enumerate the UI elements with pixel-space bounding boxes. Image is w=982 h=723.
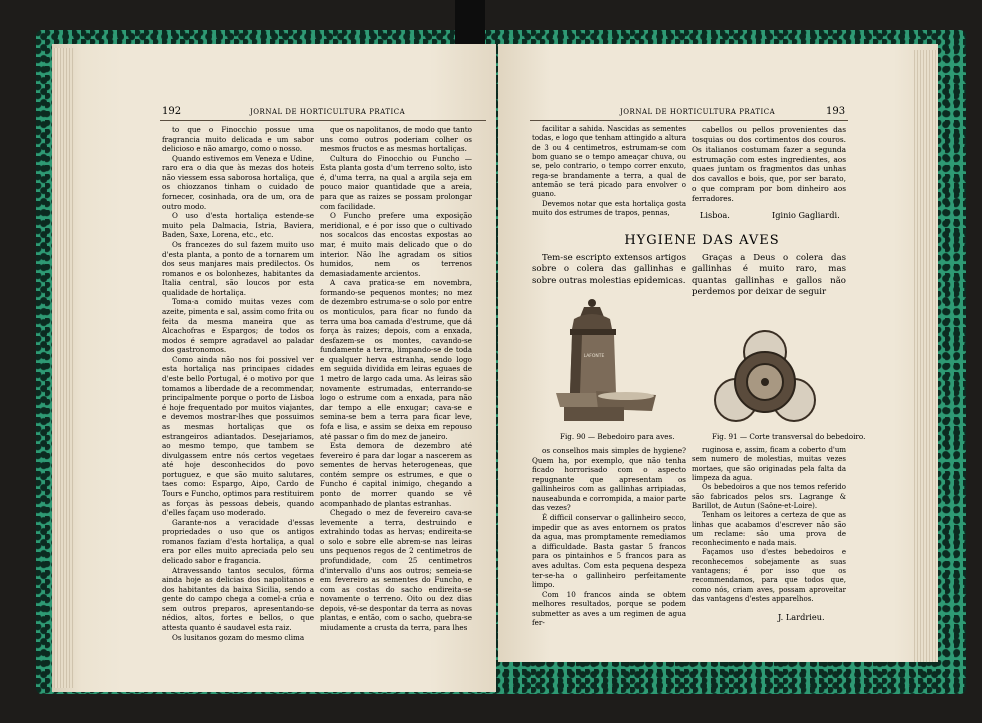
paragraph: Devemos notar que esta hortaliça gosta muito dos estrumes de trapos, pennas, <box>532 199 686 217</box>
paragraph: facilitar a sahida. Nascidas as sementes todas, e logo que tenham attingido a altura de 3 ou 4 centimetros, estrumam-se com bom guano se o tempo ameaçar chuva, ou se, pelo contrario, o tempo correr enxuto, rega-se brandamente a terra, a qual de antemão se terá picado para envolver o guano. <box>532 125 686 199</box>
intro-right <box>692 253 846 299</box>
waterer-trough-water <box>598 392 654 400</box>
fig90-waterer-illustration <box>556 295 672 430</box>
paragraph: Quando estivemos em Veneza e Udine, raro era o dia que às mezas dos hoteis não viessem essa saborosa hortaliça, que os chiozzanos tinham o cuidado de fornecer, cosinhada, ora de um, ora de outro modo. <box>162 153 314 211</box>
waterer-body-shade <box>570 335 582 393</box>
paragraph: Toma-a comido muitas vezes com azeite, pimenta e sal, assim como frita ou feita da mesma maneira que as Alcachofras e Espargos; de todos os modos é sempre agradavel ao paladar dos gastronomos. <box>162 297 314 355</box>
paragraph: Os lusitanos gozam do mesmo clima <box>172 632 305 642</box>
paragraph: cabellos ou pellos provenientes das tosquias ou dos cortimentos dos couros. Os italianos costumam fazer a segunda estrumação com estes ingredientes, aos quaes juntam os fragmentos das unhas dos cavallos e bois, que, por ser barato, o que compram por bom dinheiro aos ferradores. <box>692 125 846 203</box>
paragraph: Façamos uso d'estes bebedoiros e reconhecemos sobejamente as suas vantagens; é por isso que os recommendamos, para que todos que, como nós, criam aves, possam aproveitar das vantagens d'estes apparelhos. <box>692 548 846 603</box>
book-spine <box>455 0 485 46</box>
left-column-1 <box>162 125 314 642</box>
right-column-2-bottom <box>692 446 846 604</box>
paragraph: Os bebedoiros a que nos temos referido são fabricados pelos srs. Lagrange & Barillot, de Autun (Saône-et-Loire). <box>692 483 846 510</box>
paragraph: ruginosa e, assim, ficam a coberto d'um sem numero de molestias, muitas vezes mortaes, que são originadas pela falta da limpeza da agua. <box>692 446 846 482</box>
signature-name-1: Iginio Gagliardi. <box>772 210 840 220</box>
right-header-rule <box>530 120 848 121</box>
right-column-1-top <box>532 125 686 218</box>
signature-place-1: Lisboa. <box>700 210 730 220</box>
paragraph: que os napolitanos, de modo que tanto uns como outros poderiam colher os mesmos fructos e as mesmas hortaliças. <box>320 125 472 154</box>
paragraph: Como ainda não nos foi possivel ver esta hortaliça nas principaes cidades d'este bello Portugal, é o motivo por que tomamos a liberdade de a recommendar, principalmente porque o porto de Lisboa é hoje frequentado por muitos viajantes, e devemos mostrar-lhes que possuimos as mesmas hortaliças que os estrangeiros adiantados. Desejariamos, ao mesmo tempo, que tambem se divulgassem entre nós certos vegetaes até hoje desconhecidos do povo portuguez, e que são muito salutares, taes como: Espargo, Aipo, Cardo de Tours e Funcho, optimos para restituirem as forças às pessoas debeis, quando d'elles façam uso moderado. <box>162 354 314 518</box>
paragraph: Cultura do Finocchio ou Funcho — Esta planta gosta d'um terreno solto, isto é, d'uma terra, na qual a argila seja em pouco maior quantidade que a areia, para que as raizes se possam prolongar com facilidade. <box>320 153 472 211</box>
fig91-cross-section-illustration <box>713 330 817 426</box>
intro-right-text: Graças a Deus o colera das gallinhas é muito raro, mas quantas gallinhas e gallos não perdemos por deixar de seguir <box>692 253 846 298</box>
right-column-1-bottom <box>532 446 686 628</box>
paragraph: O uso d'esta hortaliça estende-se muito pela Dalmacia, Istria, Baviera, Baden, Saxe, Lorena, etc., etc. <box>162 211 314 240</box>
right-column-2-top <box>692 125 846 204</box>
waterer-label: LAFONTE <box>583 354 605 359</box>
signature-name-2: J. Lardrieu. <box>778 612 825 622</box>
paragraph: Atravessando tantos seculos, fórma ainda hoje as delicias dos napolitanos e dos habitantes da baixa Sicilia, sendo a gente do campo chega a comel-a crúa e sem outros preparos, apresentando-se nédios, altos, fortes e bellos, o que attesta quanto é saudavel esta raiz. <box>162 565 314 633</box>
paragraph: Garante-nos a veracidade d'essas propriedades o uso que os antigos romanos faziam d'esta hortaliça, a qual era por elles muito apreciada pelo seu delicado sabor e fragancia. <box>162 517 314 566</box>
paragraph: Esta demora de dezembro até fevereiro é para dar logar a nascerem as sementes de hervas heterogeneas, que contém sempre os estrumes, e que o Funcho é capital inimigo, chegando a ponto de morrer quando se vê acompanhado de plantas estranhas. <box>320 441 472 508</box>
right-page-number: 193 <box>826 106 846 117</box>
left-running-head: JORNAL DE HORTICULTURA PRATICA <box>250 108 406 116</box>
paragraph: A cava pratica-se em novembra, formando-se pequenos montes; no mez de dezembro estruma-se o solo por entre os monticulos, para ficar no fundo da terra uma boa camada d'estrume, que dá força às raizes; depois, com a enxada, desfazem-se os montes, cavando-se fundamente a terra, limpando-se de toda e qualquer herva estranha, sendo logo em seguida dividida em leiras eguaes de 1 metro de largo cada uma. As leiras são novamente estrumadas, enterrando-se logo o estrume com a enxada, para não dar tempo a elle enxugar; cava-se e semina-se bem a terra para ficar leve, fofa e lisa, e assim se deixa em repouso até passar o fim do mez de janeiro. <box>320 278 472 441</box>
waterer-lid <box>572 314 612 329</box>
paragraph: É difficil conservar o gallinheiro secco, impedir que as aves entornem os pratos da agua, mas promptamente remediamos a difficuldade. Basta gastar 5 francos para os pintainhos e 5 francos para as aves adultas. Com esta pequena despeza ter-se-ha o gallinheiro perfeitamente limpo. <box>532 513 686 590</box>
paragraph: to que o Finocchio possue uma fragrancia muito delicada e um sabor delicioso e não amargo, como o nosso. <box>162 125 314 154</box>
waterer-base <box>564 407 624 421</box>
cross-section-center-hole <box>761 378 769 386</box>
left-page-edges <box>54 48 74 688</box>
paragraph: Chegado o mez de fevereiro cava-se levemente a terra, destruindo e extrahindo todas as hervas; endireita-se o solo e sobre elle abrem-se nas leiras uns pequenos regos de 2 centimetros de profundidade, com 25 centimetros d'intervallo d'uns aos outros; semeia-se em fevereiro as sementes do Funcho, e com as costas do sacho endireita-se novamente o terreno. Oito ou dez dias depois, vê-se despontar da terra as novas plantas, e então, com o sacho, quebra-se miudamente a crusta da terra, para lhes <box>320 508 472 633</box>
left-column-2 <box>320 125 472 633</box>
right-page-edges <box>914 50 938 662</box>
left-header-rule <box>160 120 486 121</box>
left-page-number: 192 <box>162 106 182 117</box>
paragraph: Os francezes do sul fazem muito uso d'esta planta, a ponto de a tornarem um dos seus manjares mais predilectos. Os romanos e os bolonhezes, habitantes da Italia central, são loucos por esta qualidade de hortaliça. <box>162 239 314 297</box>
intro-left-text: Tem-se escripto extensos artigos sobre o colera das gallinhas e sobre outras molestias epidemicas. <box>532 253 686 286</box>
paragraph: os conselhos mais simples de hygiene? Quem ha, por exemplo, que não tenha ficado horrorisado com o aspecto repugnante que apresentam os gallinheiros com as gallinhas arripiadas, nauseabunda e corrompida, a maior parte das vezes? <box>532 446 686 513</box>
paragraph: Com 10 francos ainda se obtem melhores resultados, porque se podem submetter as aves a um regimen de agua fer- <box>532 589 686 628</box>
right-running-head: JORNAL DE HORTICULTURA PRATICA <box>620 108 776 116</box>
fig90-caption: Fig. 90 — Bebedoiro para aves. <box>560 432 675 441</box>
waterer-knob <box>588 299 596 307</box>
paragraph: Tenham os leitores a certeza de que as linhas que acabamos d'escrever não são um reclame: são uma prova de reconhecimento e nada mais. <box>692 511 846 548</box>
intro-left <box>532 253 686 287</box>
article-heading: HYGIENE DAS AVES <box>624 233 780 248</box>
waterer-lid-rim <box>570 329 616 335</box>
paragraph: O Funcho prefere uma exposição meridional, e é por isso que o cultivado nos socalcos das encostas expostas ao mar, é muito mais delicado que o do interior. Não lhe agradam os sitios humidos, nem os terrenos demasiadamente arcientos. <box>320 211 472 278</box>
fig91-caption: Fig. 91 — Corte transversal do bebedoiro. <box>712 432 866 441</box>
